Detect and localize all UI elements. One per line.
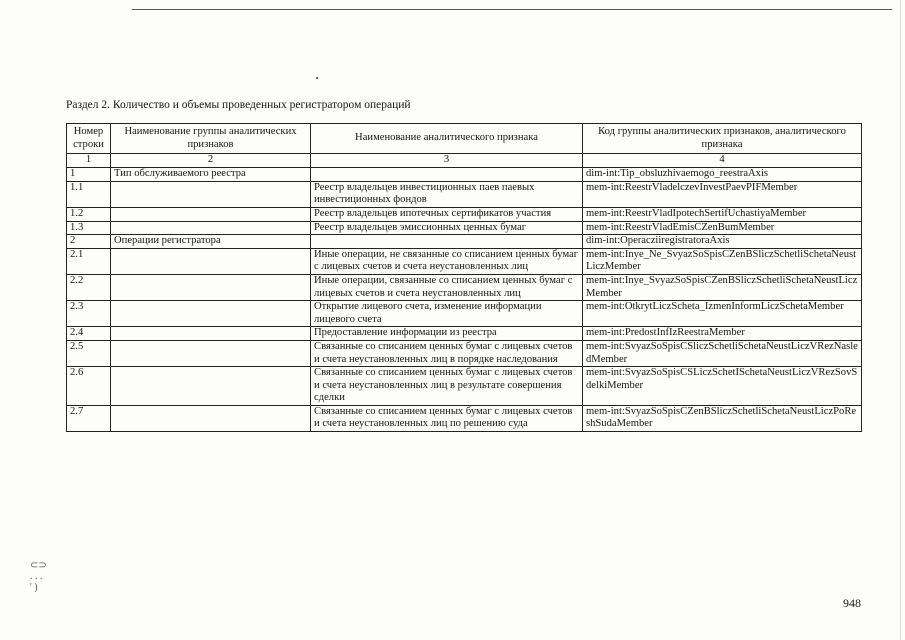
feature-name-cell: Иные операции, не связанные со списанием ценных бумаг с лицевых счетов и счета неустановленных лиц: [311, 248, 583, 274]
row-number-cell: 2: [67, 235, 111, 249]
feature-name-cell: Предоставление информации из реестра: [311, 327, 583, 341]
table-row: [67, 168, 862, 182]
group-name-cell: [111, 274, 311, 300]
code-cell: mem-int:PredostInfIzReestraMember: [583, 327, 862, 341]
code-cell: mem-int:SvyazSoSpisCZenBSliczSchetliSchetaNeustLiczPoReshSudaMember: [583, 405, 862, 431]
margin-scan-mark: ⊂⊃ . . . ' ): [30, 560, 47, 593]
row-number-cell: 1.1: [67, 181, 111, 207]
table-row: [67, 340, 862, 366]
header-feature-name: Наименование аналитического признака: [311, 124, 583, 154]
feature-name-cell: Связанные со списанием ценных бумаг с лицевых счетов и счета неустановленных лиц в результате совершения сделки: [311, 367, 583, 406]
row-number-cell: 1: [67, 168, 111, 182]
section-title: Раздел 2. Количество и объемы проведенных регистратором операций: [66, 99, 411, 111]
table-row: [67, 235, 862, 249]
row-number-cell: 2.1: [67, 248, 111, 274]
feature-name-cell: Связанные со списанием ценных бумаг с лицевых счетов и счета неустановленных лиц в порядке наследования: [311, 340, 583, 366]
row-number-cell: 2.2: [67, 274, 111, 300]
feature-name-cell: Реестр владельцев инвестиционных паев паевых инвестиционных фондов: [311, 181, 583, 207]
feature-name-cell: Реестр владельцев эмиссионных ценных бумаг: [311, 221, 583, 235]
code-cell: dim-int:OperacziiregistratoraAxis: [583, 235, 862, 249]
feature-name-cell: [311, 235, 583, 249]
column-number: 2: [111, 154, 311, 168]
feature-name-cell: Связанные со списанием ценных бумаг с лицевых счетов и счета неустановленных лиц по решению суда: [311, 405, 583, 431]
table-header-row: [67, 124, 862, 154]
scan-dot-mark: [316, 77, 318, 79]
code-cell: mem-int:OtkrytLiczScheta_IzmenInformLiczSchetaMember: [583, 301, 862, 327]
group-name-cell: [111, 207, 311, 221]
group-name-cell: [111, 248, 311, 274]
column-number: 3: [311, 154, 583, 168]
feature-name-cell: Иные операции, связанные со списанием ценных бумаг с лицевых счетов и счета неустановленных лиц: [311, 274, 583, 300]
table-row: [67, 221, 862, 235]
row-number-cell: 1.2: [67, 207, 111, 221]
group-name-cell: [111, 327, 311, 341]
group-name-cell: [111, 181, 311, 207]
table-body: [67, 168, 862, 432]
group-name-cell: Операции регистратора: [111, 235, 311, 249]
row-number-cell: 2.6: [67, 367, 111, 406]
group-name-cell: [111, 301, 311, 327]
feature-name-cell: Реестр владельцев ипотечных сертификатов участия: [311, 207, 583, 221]
row-number-cell: 1.3: [67, 221, 111, 235]
code-cell: mem-int:Inye_SvyazSoSpisCZenBSliczSchetliSchetaNeustLiczMember: [583, 274, 862, 300]
operations-table: [66, 123, 862, 432]
row-number-cell: 2.3: [67, 301, 111, 327]
table-row: [67, 367, 862, 406]
feature-name-cell: [311, 168, 583, 182]
group-name-cell: [111, 340, 311, 366]
header-group-name: Наименование группы аналитических признаков: [111, 124, 311, 154]
code-cell: mem-int:ReestrVladEmisCZenBumMember: [583, 221, 862, 235]
header-code: Код группы аналитических признаков, аналитического признака: [583, 124, 862, 154]
scan-right-edge: [900, 0, 901, 640]
column-number-row: [67, 154, 862, 168]
group-name-cell: Тип обслуживаемого реестра: [111, 168, 311, 182]
row-number-cell: 2.5: [67, 340, 111, 366]
table-row: [67, 207, 862, 221]
row-number-cell: 2.7: [67, 405, 111, 431]
header-row-number: Номер строки: [67, 124, 111, 154]
table-row: [67, 181, 862, 207]
code-cell: mem-int:SvyazSoSpisCSliczSchetliSchetaNeustLiczVRezNasledMember: [583, 340, 862, 366]
table-row: [67, 327, 862, 341]
table-row: [67, 405, 862, 431]
group-name-cell: [111, 405, 311, 431]
row-number-cell: 2.4: [67, 327, 111, 341]
code-cell: dim-int:Tip_obsluzhivaemogo_reestraAxis: [583, 168, 862, 182]
group-name-cell: [111, 367, 311, 406]
table-row: [67, 274, 862, 300]
code-cell: mem-int:SvyazSoSpisCSLiczSchetISchetaNeustLiczVRezSovSdelkiMember: [583, 367, 862, 406]
page-number: 948: [843, 596, 861, 610]
code-cell: mem-int:Inye_Ne_SvyazSoSpisCZenBSliczSchetliSchetaNeustLiczMember: [583, 248, 862, 274]
scan-top-line: [132, 9, 892, 10]
table-row: [67, 301, 862, 327]
group-name-cell: [111, 221, 311, 235]
code-cell: mem-int:ReestrVladIpotechSertifUchastiyaMember: [583, 207, 862, 221]
column-number: 4: [583, 154, 862, 168]
feature-name-cell: Открытие лицевого счета, изменение информации лицевого счета: [311, 301, 583, 327]
column-number: 1: [67, 154, 111, 168]
code-cell: mem-int:ReestrVladelczevInvestPaevPIFMember: [583, 181, 862, 207]
table-row: [67, 248, 862, 274]
